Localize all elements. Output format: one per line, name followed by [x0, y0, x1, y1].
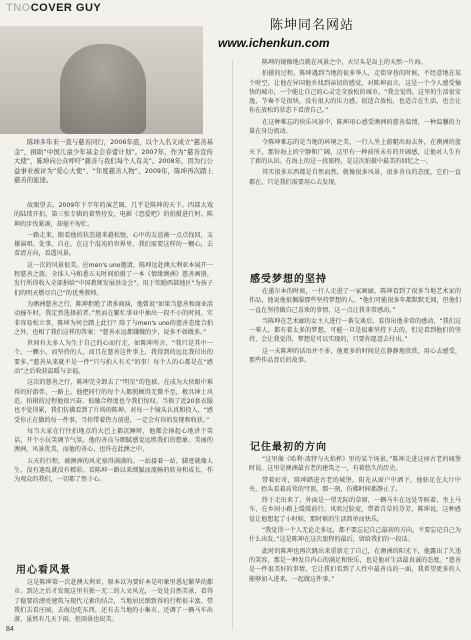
paragraph: 故眼望去，2009年下半年的演艺圈，几乎是陈坤的天下。四部大戏的陆续开拍，第三张专辑的着势待发，电影《恋爱吧》的拍摄进行时。陈坤的步伐紧凑，却毫不匆忙。 — [14, 202, 213, 228]
paragraph: 每当大家在行往拍地点的大巴上都沉睡时，他都会捧起心地讲个笑话，开个小玩笑调节气氛。他的善良与细腻感觉远胜我们的想象。美丽的澳洲，风景优美，而他的善心，也许在此澳之中。 — [14, 427, 213, 454]
page-number: 84 — [6, 626, 14, 633]
masthead-logo-text: TNO — [6, 2, 31, 14]
paragraph: 为澳洲慈善之行，陈坤拒绝了诸多商演，他曾说“如果当慈善和商业活动撞车时，我定然选择前者。”然而在繁忙事业中抽出一段不小的时间，实非容易松立事，陈坤为何会踏上此行？除了与men's uno的慈善态度合拍之外，也相了我们这样的答案：“慈善永远都嫌做的少，说多不如做多。” — [14, 300, 213, 336]
magazine-masthead — [6, 2, 101, 16]
right-column-top — [249, 58, 461, 189]
paragraph: 拍摄的过程，陈坤遇到当地的很多华人，走街穿巷的时候，不经意地在某个时空，让他在异国他乡找到亲切的感觉，对陈坤而言，这是一个令人感受愉快的城市，一个能让自己的心灵完全放松的城市。“我会觉得，这里的生活很安逸，节奏不是很快，没有很大的压力感，很适合放松，也适合在生活，也会让你在放松的状态下看清自己。” — [249, 70, 461, 115]
paragraph: 令陈坤难忘的是当地的环境之美，一行人坐上游艇出海去外，在澳洲的蓝天下，那份海上的宁静和广阔，这里有一种前所未有的开阔感，让他对人生有了新的认识。在海上的这一段旅程，是这次拍摄中最美的回忆之一。 — [249, 139, 461, 165]
paragraph: 这次的慈善之行，陈坤完全卸去了“明星”的包袱。在成为大伙眼中难得的好游伴，一路上，他把同行的每个人都照顾得无微不至，极具绅士风范。拍摄的过程他很兴奋、很融合程度也令我们惊叹。当换了近20套衣服也不觉得累，我们仿佛看到了片场的陈坤，对每一个镜头认真和投入，“感受你正在做的每一件事，当你带着热力前进，一定会有你的发现和收获。” — [14, 379, 213, 424]
paragraph: “我觉得一个人无论走多远，都不要忘记自己最初的方向，不要忘记自己为什么出发。”这是陈坤在这次旅程的最后，留给我们的一段话。 — [249, 527, 461, 544]
paragraph: 这一次的风景很美。应men's uno邀请，陈坤远赴澳大利亚本展开一程慈善之旅。全体人马和悉五天时间拍摄了一本《情缘澳洲》慈善画册，发行所得收入全部捐给“中国教师发展基金会”，用于奖励西部地区“为孩子们的明天燃尽自己”的优秀教师。 — [14, 261, 213, 297]
paragraph: 这一天陈坤的话语并不多，他更多的时间是在静静地欣赏，用心去感受，那些作品背后的故事。 — [249, 347, 461, 365]
paragraph: 五天的行程，被澳洲的风光塞得满满的。一站接着一站，脚迹就像人生，没有逢乱就没有精彩。看陈坤一路以来细腻而流畅的转身和成长，作为观众的我们，一切都了然于心。 — [14, 457, 213, 484]
section-heading-direction: 记住最初的方向 — [250, 442, 327, 453]
left-column-body — [14, 201, 213, 487]
section-heading-scenery: 用心看风景 — [16, 565, 71, 576]
paragraph: 此时的陈坤也再次跳出来重新走了自己，在澳洲的阳光下，他露出了久违的笑容，那是一种发自内心的满足和快乐，也是他对生活最真诚的态度。“慈善是一件很美好的事情，它让我们看到了人性中最善良的一面，我希望更多的人能够加入进来，一起做这件事。” — [249, 547, 461, 583]
column-divider — [232, 60, 233, 630]
left-column-section1 — [14, 578, 213, 626]
paragraph: 这是陈坤第一次赴澳大利亚，原本以为要好本是印象里悉尼繁华的都市。到达之后才发现这里有独一无二的人文风光，一处处自然美景，看得了稳要的漂亮建筑与现代元素的结合，当地居民细致得的行程很丰富，带我们去看庄园，去海边吃东西，还有去当地的小集市，还调了一辆马车出游，虽然有几天下雨，但雨景也很美。 — [14, 579, 213, 624]
paragraph: 当陈坤在艺术廊的女主人进行一番交谈后，看得出他非常的感动，“我们这一辈人，都有着太多的梦想，可能一旦是很难坚持下去的，但是看到他们的坚持，会让我觉得，梦想是可以实现的，只要你愿意去付出。” — [249, 317, 461, 344]
paragraph: 一路走来，眼看他的状态越来越松弛，心中的友谊被一点点找回，支撑演唱、处事、自在，在这个混沌的世界里，我们需要这样的一颗心，去看清方向，看透风景。 — [14, 231, 213, 258]
paragraph: 陈坤的镜像地点就在风景之中，天尽头是岛上的天然一片海。 — [262, 59, 427, 66]
person-silhouette — [60, 44, 146, 134]
left-column-intro — [14, 138, 213, 188]
paragraph: 在墨尔本的时候，一行人走进了一家画廊，陈坤看到了很多当地艺术家的作品，他说他很佩服那些坚持梦想的人。“他们可能很多年都默默无闻，但他们一直在坚持做自己喜欢的事情，这一点让我非常感动。” — [249, 288, 461, 314]
paragraph: 在这种难忘的快乐风景中，陈坤用心感受澳洲的慈善温情，一种温馨的力量在身边流动。 — [249, 118, 461, 136]
site-url[interactable]: www.ichenkun.com — [218, 36, 330, 50]
masthead-section-title: COVER GUY — [30, 2, 102, 14]
right-column-section3 — [249, 455, 461, 586]
paragraph: 世间有太多人为生于自己的心而行走，如陈坤所言，“我只是其中一个，一颗小，而坚持的人，而且在慈善这件事上，我得到的远比我付出的要多。”慈善从来就不是一件“只与拍人有关”的事！每个人的心都是在“感动”之后收获温暖与幸福。 — [14, 340, 213, 376]
paragraph: 带着好奇，陈坤踏进古老的城堡，阳光从窗户中洒下，他驻足在大厅中央，抬头看着高耸的穹顶，那一刻，仿佛时间都静止了。 — [249, 476, 461, 493]
site-name: 陈坤同名网站 — [270, 18, 355, 33]
paragraph: 陈坤多年来一直与慈善同行，2006年底，以个人名义成立“慈善基金”，捐助“中国儿童少年基金会春蕾计划”。2007年，作为“慈善宣传大使”，陈坤向公众呼吁“慈善与我们每个人有关”。2008年，因为行公益事业被评为“爱心大使”、“年度慈善人物”，2009年，陈坤再次踏上慈善的旅途。 — [14, 138, 213, 185]
paragraph: 其实很多东西都是自然而然，就像很多风景，很多善良的态度，它们一直都在，只是我们需要用心去发现。 — [249, 169, 461, 186]
section-heading-dream: 感受梦想的坚持 — [250, 274, 327, 285]
paragraph: 终于走出来了，外面是一望无际的草原，一辆马车在远处等候着。坐上马车，在乡间小路上缓缓前行，风吹过脸庞，带着青草的芬芳，陈坤说，这种感觉让他想起了小时候，那时候的生活简单而快乐。 — [249, 497, 461, 523]
paragraph: “这里像《哈利·波特与火焰杯》里的某个场景。”陈坤走进这座古老的城堡时说。这里是澳洲最古老的建筑之一，有着悠久的历史。 — [249, 456, 461, 473]
portrait-photo — [0, 26, 203, 134]
right-column-section2 — [249, 287, 461, 367]
